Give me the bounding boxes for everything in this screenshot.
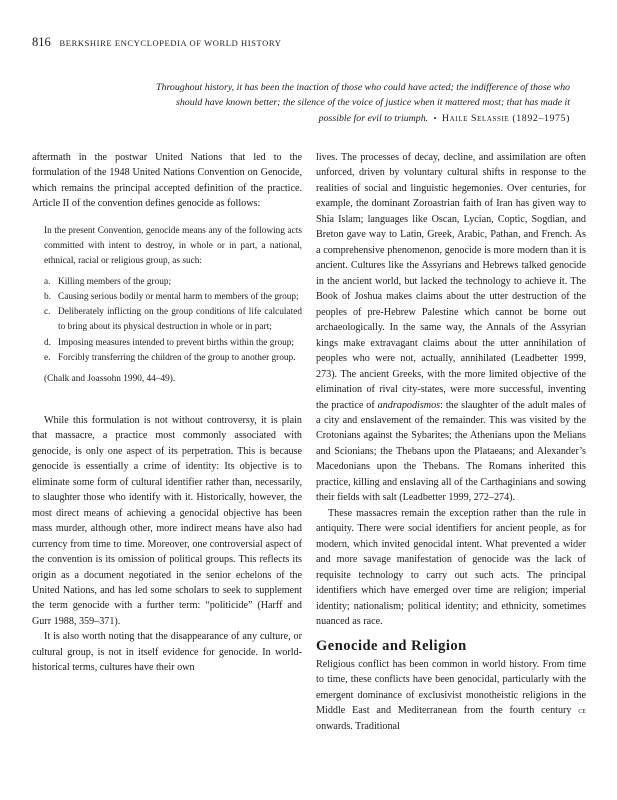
bullet-separator: •	[433, 113, 437, 123]
page-number: 816	[32, 35, 51, 49]
section-heading: Genocide and Religion	[316, 637, 467, 654]
list-item-label: b.	[44, 292, 51, 303]
list-item-text: Imposing measures intended to prevent births within the group;	[58, 337, 294, 348]
list-item	[44, 290, 302, 305]
spacer	[32, 387, 302, 413]
epigraph-author: Haile Selassie (1892–1975)	[441, 112, 570, 124]
list-item-text: Causing serious bodily or mental harm to members of the group;	[58, 292, 299, 303]
list-item	[44, 275, 302, 290]
list-item-text: Killing members of the group;	[58, 277, 172, 288]
list-item-label: d.	[44, 337, 51, 348]
italic-term: andrapodismos	[377, 399, 441, 411]
list-item	[44, 305, 302, 335]
right-column	[316, 150, 586, 734]
paragraph	[316, 150, 586, 506]
quote-list	[44, 275, 302, 366]
running-title: BERKSHIRE ENCYCLOPEDIA OF WORLD HISTORY	[59, 38, 282, 48]
list-item-label: e.	[44, 352, 51, 363]
list-item-label: c.	[44, 307, 51, 318]
list-item	[44, 351, 302, 366]
list-item-label: a.	[44, 277, 51, 288]
quote-citation: (Chalk and Joassohn 1990, 44–49).	[44, 373, 176, 384]
paragraph: It is also worth noting that the disappearance of any culture, or cultural group, is not in itself evidence for genocide. In world-historical terms, cultures have their own	[32, 631, 302, 674]
paragraph: While this formulation is not without controversy, it is plain that massacre, a practice most commonly associated with genocide, is only one aspect of its perpetration. This is because genocide is essentially a crime of identity: Its objective is to eliminate some form of cultural identifier rather than, necessarily, to slaughter those who identify with it. Historically, however, the most direct means of achieving a genocidal objective has been mass murder, although other, more indirect means have also had currency from time to time. Moreover, one controversial aspect of the convention is its omission of political groups. This reflects its origin as a document negotiated in the senior echelons of the United Nations, and has led some scholars to seek to supplement the term genocide with a further term: “politicide” (Harff and Gurr 1988, 359–371).	[32, 414, 302, 627]
left-column	[32, 150, 302, 676]
epigraph	[150, 80, 570, 126]
quote-intro: In the present Convention, genocide means any of the following acts committed with intent to destroy, in whole or in part, a national, ethnical, racial or religious group, as such:	[44, 225, 302, 267]
list-item-text: Forcibly transferring the children of the group to another group.	[58, 352, 296, 363]
paragraph: These massacres remain the exception rather than the rule in antiquity. There were social identifiers for ancient people, as for modern, which invited genocidal intent. What prevented a wider and more savage manifestation of genocide was the lack of requisite technology to carry out such acts. The principal identifiers which have emerged over time are religion; imperial identity; nationalism; political identity; and ethnicity, sometimes nuanced as race.	[316, 507, 586, 628]
paragraph-text: : the slaughter of the adult males of a city and enslavement of the remainder. This was visited by the Crotonians against the Sybarites; the Athenians upon the Melians and Scionians; the Thebans upon the Plataeans; and Alexander’s Macedonians upon the Thebans. The Romans inherited this practice, killing and enslaving all of the Carthaginians and sowing their fields with salt (Leadbetter 1999, 272–274).	[316, 399, 586, 504]
paragraph-text: onwards. Traditional	[316, 720, 400, 732]
paragraph-text: Religious conflict has been common in world history. From time to time, these conflicts have been genocidal, particularly with the emergent dominance of exclusivist monotheistic religions in the Middle East and Mediterranean from the fourth century	[316, 659, 586, 717]
paragraph: aftermath in the postwar United Nations that led to the formulation of the 1948 United Nations Convention on Genocide, which remains the principal accepted definition of the practice. Article II of the convention defines genocide as follows:	[32, 152, 302, 210]
paragraph	[316, 657, 586, 734]
running-head	[32, 35, 281, 50]
era-abbreviation: ce	[578, 705, 586, 716]
block-quote	[44, 224, 302, 387]
list-item-text: Deliberately inflicting on the group conditions of life calculated to bring about its physical destruction in whole or in part;	[58, 307, 302, 333]
paragraph-text: lives. The processes of decay, decline, and assimilation are often unforced, driven by voluntary cultural shifts in response to the realities of social and linguistic hegemonies. Over centuries, for example, the dominant Zoroastrian faith of Iran has given way to Shia Islam; languages like Oscan, Lycian, Coptic, Sogdian, and Breton gave way to Latin, Greek, Arabic, Pathan, and French. As a comprehensive phenomenon, genocide is more modern than it is ancient. Cultures like the Assyrians and Hebrews talked genocide in the ancient world, but lacked the technology to achieve it. The Book of Joshua makes claims about the utter destruction of the peoples of pre-Hebrew Palestine which cannot be borne out archaeologically. In the same way, the Annals of the Assyrian kings make extravagant claims about the utter annihilation of peoples who were not, actually, annihilated (Leadbetter 1999, 273). The ancient Greeks, with the more limited objective of the elimination of rival city-states, were more successful, inventing the practice of	[316, 152, 586, 411]
list-item	[44, 336, 302, 351]
epigraph-quote: Throughout history, it has been the inaction of those who could have acted; the indifference of those who should have known better; the silence of the voice of justice when it mattered most; that has made it possible for evil to triumph.	[156, 82, 570, 124]
